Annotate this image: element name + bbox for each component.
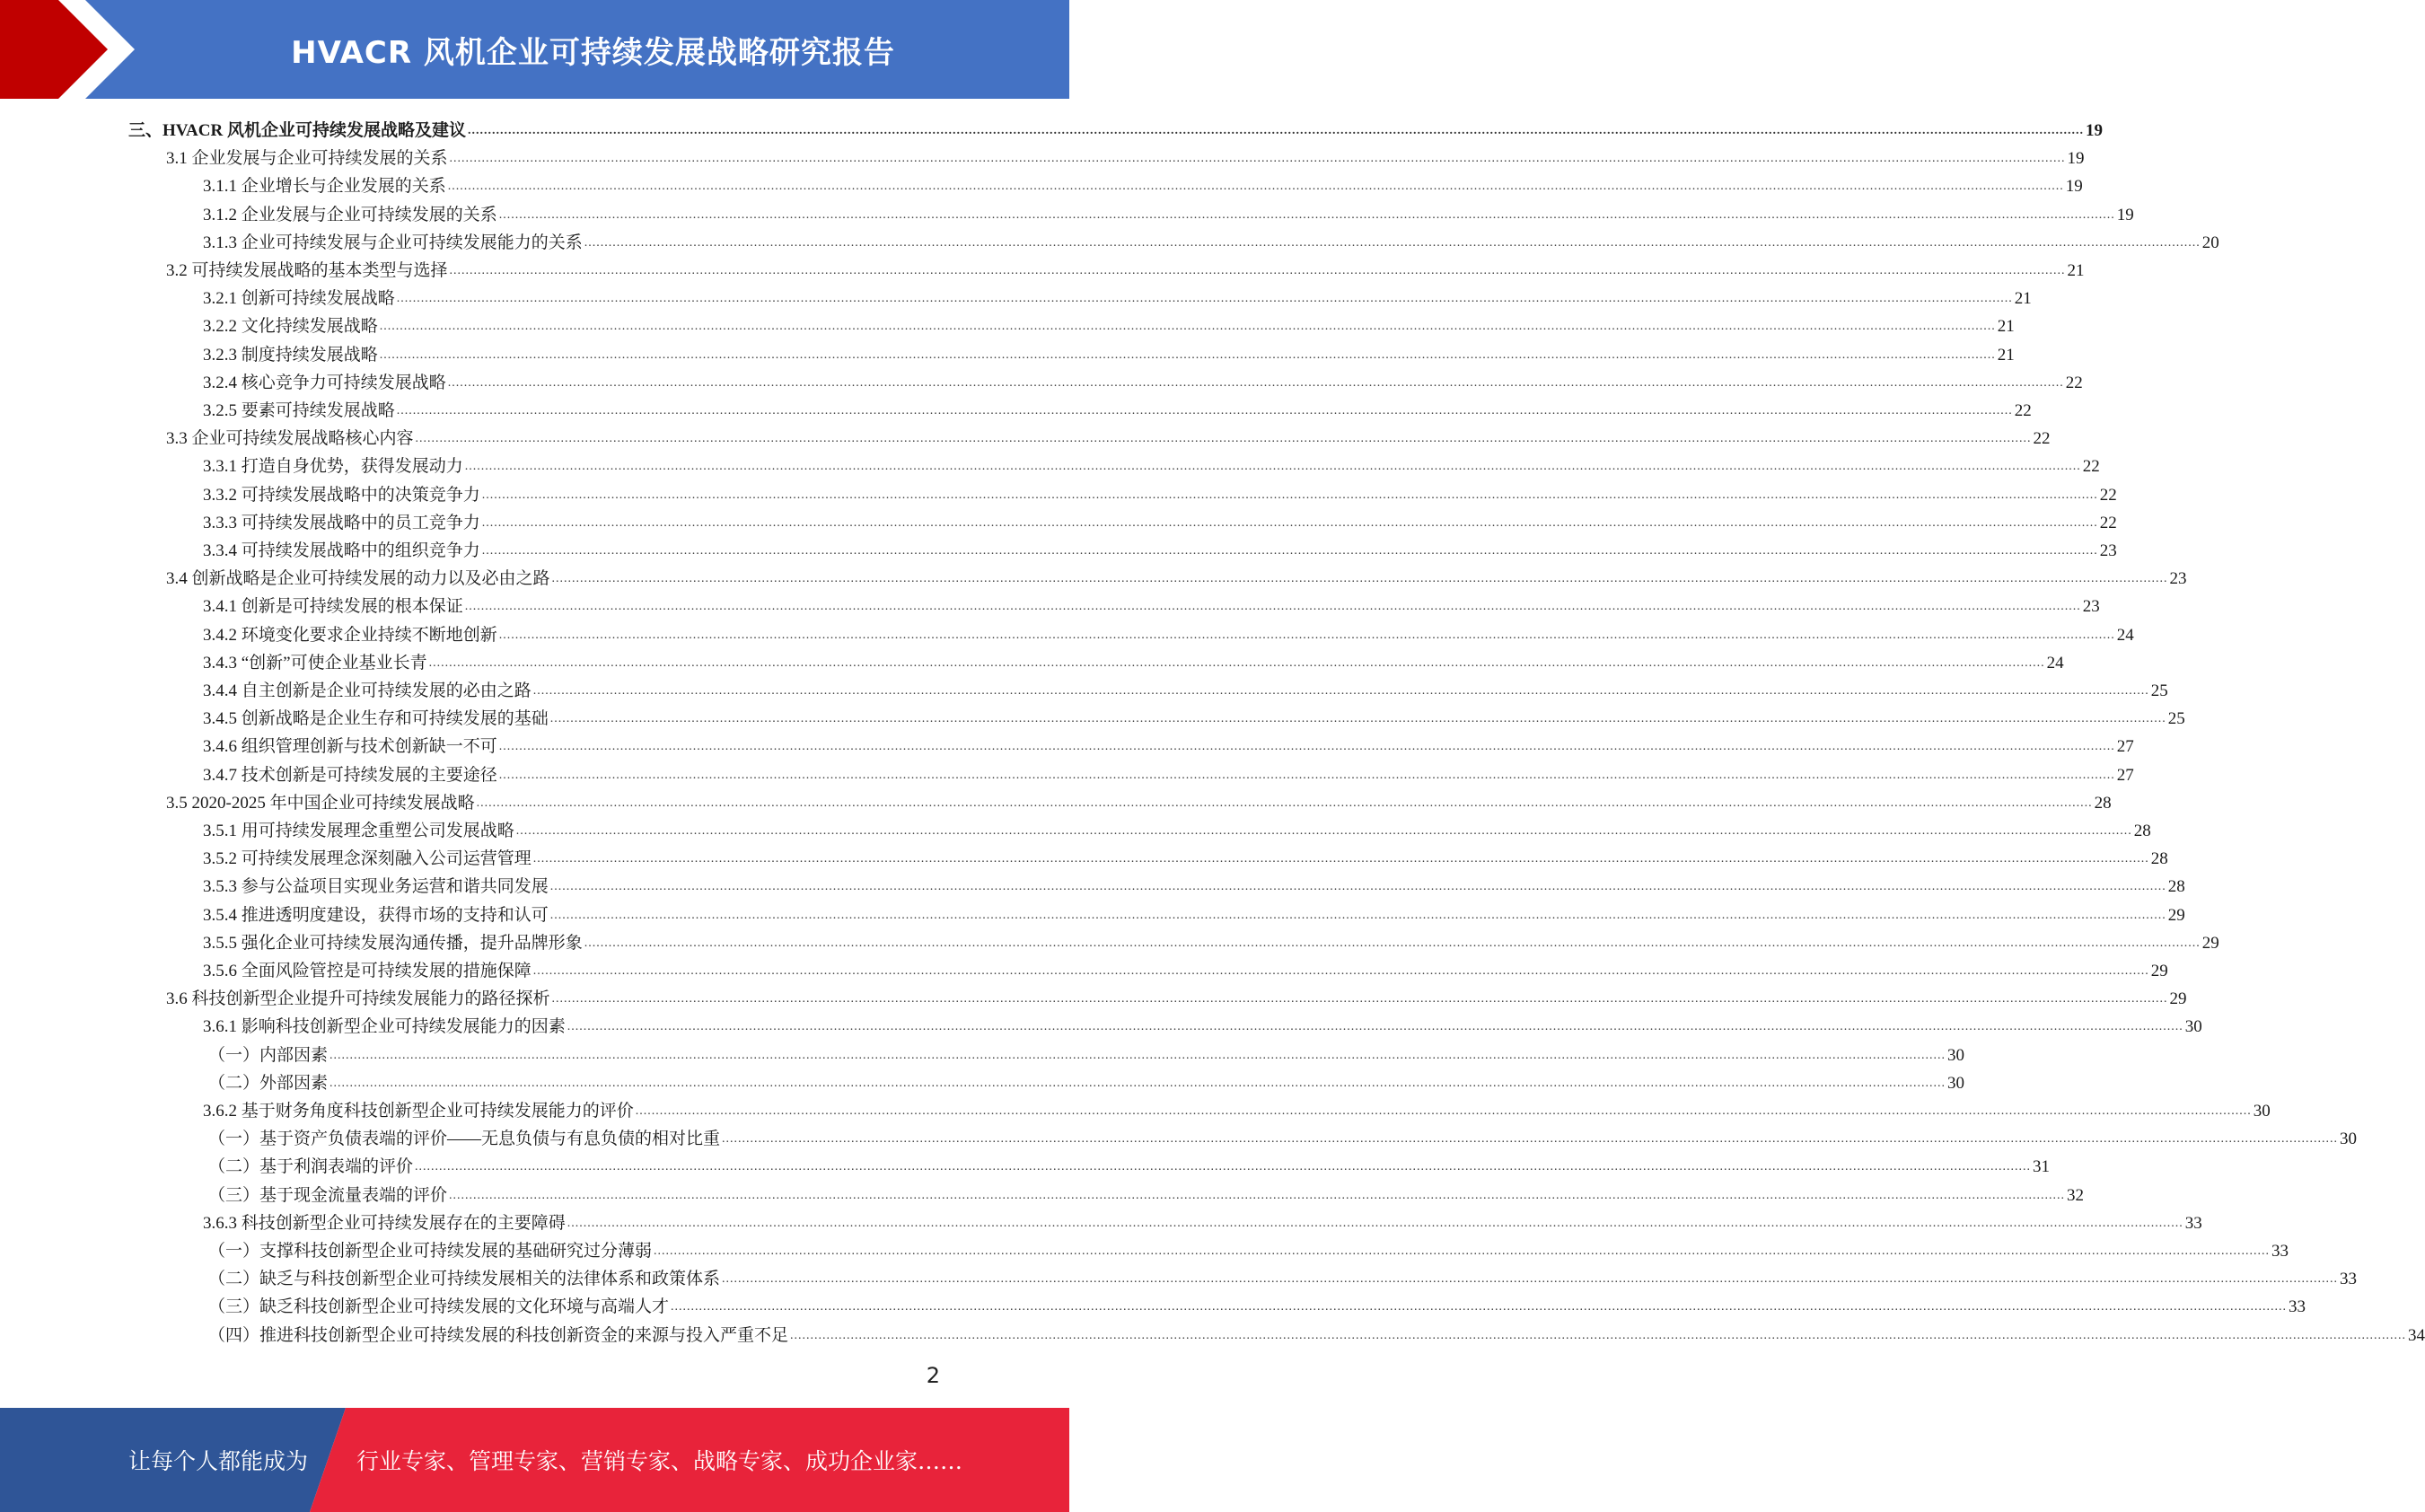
toc-entry[interactable] — [203, 842, 2168, 870]
toc-dot-leader: ................................................................................................................................................................................................................................................................................................................................................................................................................ — [722, 1272, 2339, 1287]
toc-entry-title: 3.3.2 可持续发展战略中的决策竞争力 — [203, 485, 480, 505]
toc-entry[interactable] — [208, 1290, 2306, 1318]
toc-entry[interactable] — [203, 479, 2117, 506]
toc-entry-title: 3.2.2 文化持续发展战略 — [203, 317, 378, 337]
page-header — [0, 0, 1069, 99]
toc-entry-title: 3.5.1 用可持续发展理念重塑公司发展战略 — [203, 822, 514, 840]
toc-entry-page: 22 — [2099, 485, 2117, 505]
toc-dot-leader: ................................................................................................................................................................................................................................................................................................................................................................................................................ — [498, 207, 2115, 222]
toc-dot-leader: ................................................................................................................................................................................................................................................................................................................................................................................................................ — [379, 320, 1996, 334]
toc-dot-leader: ................................................................................................................................................................................................................................................................................................................................................................................................................ — [396, 404, 2013, 418]
toc-entry-page: 23 — [2082, 597, 2100, 617]
toc-entry[interactable] — [166, 562, 2187, 590]
toc-entry-title: 3.6.3 科技创新型企业可持续发展存在的主要障碍 — [203, 1213, 566, 1233]
toc-entry-page: 33 — [2289, 1297, 2306, 1317]
toc-entry-title: （一）内部因素 — [208, 1045, 329, 1065]
toc-entry-page: 33 — [2271, 1242, 2289, 1261]
toc-dot-leader: ................................................................................................................................................................................................................................................................................................................................................................................................................ — [481, 488, 2098, 502]
toc-entry-title: 3.3.3 可持续发展战略中的员工竞争力 — [203, 513, 480, 532]
toc-entry-page: 30 — [1947, 1073, 1965, 1093]
toc-entry-title: 3.6 科技创新型企业提升可持续发展能力的路径探析 — [166, 989, 550, 1009]
toc-entry-page: 29 — [2169, 989, 2187, 1009]
toc-entry-title: （四）推进科技创新型企业可持续发展的科技创新资金的来源与投入严重不足 — [208, 1325, 789, 1345]
toc-dot-leader: ................................................................................................................................................................................................................................................................................................................................................................................................................ — [549, 880, 2166, 894]
toc-dot-leader: ................................................................................................................................................................................................................................................................................................................................................................................................................ — [447, 375, 2064, 390]
report-title: HVACR 风机企业可持续发展战略研究报告 — [291, 34, 895, 71]
toc-entry[interactable] — [203, 198, 2134, 226]
toc-dot-leader: ................................................................................................................................................................................................................................................................................................................................................................................................................ — [329, 1048, 1946, 1062]
toc-entry[interactable] — [203, 1207, 2202, 1235]
toc-entry-title: 3.1.2 企业发展与企业可持续发展的关系 — [203, 205, 497, 224]
toc-entry-page: 30 — [2253, 1102, 2271, 1121]
toc-entry[interactable] — [203, 730, 2134, 758]
toc-dot-leader: ................................................................................................................................................................................................................................................................................................................................................................................................................ — [481, 515, 2098, 530]
toc-entry-title: 3.6.1 影响科技创新型企业可持续发展能力的因素 — [203, 1017, 566, 1037]
toc-dot-leader: ................................................................................................................................................................................................................................................................................................................................................................................................................ — [498, 628, 2115, 642]
toc-dot-leader: ................................................................................................................................................................................................................................................................................................................................................................................................................ — [449, 264, 2066, 277]
toc-entry[interactable] — [208, 1150, 2051, 1178]
toc-entry[interactable] — [208, 1122, 2358, 1150]
toc-entry-page: 19 — [2116, 205, 2134, 224]
toc-entry-page: 29 — [2150, 962, 2168, 980]
toc-entry-page: 31 — [2033, 1157, 2051, 1177]
toc-entry-title: 3.5.5 强化企业可持续发展沟通传播，提升品牌形象 — [203, 933, 583, 953]
toc-dot-leader: ................................................................................................................................................................................................................................................................................................................................................................................................................ — [415, 1160, 2032, 1174]
toc-dot-leader: ................................................................................................................................................................................................................................................................................................................................................................................................................ — [567, 1020, 2183, 1034]
toc-entry-page: 33 — [2340, 1270, 2358, 1289]
toc-dot-leader: ................................................................................................................................................................................................................................................................................................................................................................................................................ — [476, 796, 2093, 810]
toc-entry-title: 3.2.1 创新可持续发展战略 — [203, 289, 395, 309]
toc-entry-title: （三）缺乏科技创新型企业可持续发展的文化环境与高端人才 — [208, 1297, 670, 1317]
toc-entry[interactable] — [208, 1039, 1965, 1067]
toc-entry-title: 3.4.2 环境变化要求企业持续不断地创新 — [203, 625, 497, 645]
toc-entry-title: 3.5.6 全面风险管控是可持续发展的措施保障 — [203, 962, 532, 980]
toc-entry-title: 3.2.5 要素可持续发展战略 — [203, 401, 395, 420]
toc-entry[interactable] — [208, 1067, 1965, 1094]
toc-entry-title: （二）缺乏与科技创新型企业可持续发展相关的法律体系和政策体系 — [208, 1270, 721, 1289]
toc-entry-page: 28 — [2150, 849, 2168, 869]
toc-entry[interactable] — [203, 1010, 2202, 1038]
toc-entry-title: 3.4 创新战略是企业可持续发展的动力以及必由之路 — [166, 569, 550, 589]
toc-entry-page: 29 — [2201, 933, 2219, 953]
toc-entry-title: 3.3 企业可持续发展战略核心内容 — [166, 429, 414, 449]
toc-dot-leader: ................................................................................................................................................................................................................................................................................................................................................................................................................ — [790, 1328, 2407, 1342]
toc-entry[interactable] — [203, 927, 2219, 954]
toc-entry-title: （一）基于资产负债表端的评价——无息负债与有息负债的相对比重 — [208, 1130, 721, 1149]
toc-entry[interactable] — [203, 759, 2134, 787]
toc-entry[interactable] — [208, 1179, 2085, 1207]
toc-entry-page: 22 — [2065, 373, 2083, 392]
toc-dot-leader: ................................................................................................................................................................................................................................................................................................................................................................................................................ — [551, 992, 2168, 1007]
toc-entry-page: 30 — [2340, 1130, 2358, 1149]
toc-entry[interactable] — [203, 814, 2151, 842]
toc-dot-leader: ................................................................................................................................................................................................................................................................................................................................................................................................................ — [584, 936, 2201, 950]
toc-entry[interactable] — [166, 982, 2187, 1010]
toc-entry[interactable] — [203, 338, 2015, 366]
toc-dot-leader: ................................................................................................................................................................................................................................................................................................................................................................................................................ — [515, 824, 2132, 838]
toc-entry[interactable] — [203, 506, 2117, 534]
toc-dot-leader: ................................................................................................................................................................................................................................................................................................................................................................................................................ — [635, 1104, 2252, 1118]
toc-entry-title: 3.4.6 组织管理创新与技术创新缺一不可 — [203, 737, 497, 757]
toc-entry-page: 24 — [2046, 653, 2064, 672]
toc-dot-leader: ................................................................................................................................................................................................................................................................................................................................................................................................................ — [722, 1132, 2339, 1147]
toc-dot-leader: ................................................................................................................................................................................................................................................................................................................................................................................................................ — [671, 1300, 2288, 1314]
toc-entry[interactable] — [203, 702, 2185, 730]
toc-dot-leader: ................................................................................................................................................................................................................................................................................................................................................................................................................ — [449, 152, 2066, 166]
toc-entry-page: 21 — [1997, 345, 2015, 365]
toc-entry[interactable] — [203, 1094, 2271, 1122]
toc-dot-leader: ................................................................................................................................................................................................................................................................................................................................................................................................................ — [498, 768, 2115, 782]
page-footer — [0, 1408, 1069, 1512]
toc-dot-leader: ................................................................................................................................................................................................................................................................................................................................................................................................................ — [654, 1244, 2271, 1258]
toc-dot-leader: ................................................................................................................................................................................................................................................................................................................................................................................................................ — [549, 712, 2166, 726]
toc-entry[interactable] — [203, 619, 2134, 646]
toc-entry[interactable] — [208, 1262, 2358, 1290]
toc-entry-page: 27 — [2116, 765, 2134, 785]
toc-entry-title: 3.5.2 可持续发展理念深刻融入公司运营管理 — [203, 849, 532, 869]
toc-entry[interactable] — [203, 170, 2083, 198]
toc-entry-page: 32 — [2067, 1185, 2085, 1205]
toc-entry[interactable] — [203, 899, 2185, 927]
toc-entry[interactable] — [203, 450, 2100, 478]
toc-entry-page: 28 — [2094, 793, 2112, 813]
toc-entry[interactable] — [166, 787, 2112, 814]
toc-entry-title: 3.4.1 创新是可持续发展的根本保证 — [203, 597, 463, 617]
toc-entry[interactable] — [208, 1235, 2289, 1262]
toc-entry[interactable] — [208, 1319, 2425, 1347]
toc-entry-title: 3.2 可持续发展战略的基本类型与选择 — [166, 261, 448, 280]
toc-entry-page: 22 — [2014, 401, 2032, 420]
toc-entry-title: （二）基于利润表端的评价 — [208, 1157, 414, 1177]
toc-entry-page: 22 — [2082, 457, 2100, 477]
toc-dot-leader: ................................................................................................................................................................................................................................................................................................................................................................................................................ — [481, 544, 2098, 558]
toc-entry-title: （三）基于现金流量表端的评价 — [208, 1185, 448, 1205]
toc-entry-page: 24 — [2116, 625, 2134, 645]
toc-entry[interactable] — [203, 590, 2100, 618]
toc-dot-leader: ................................................................................................................................................................................................................................................................................................................................................................................................................ — [329, 1076, 1946, 1090]
toc-entry-title: 3.1.1 企业增长与企业发展的关系 — [203, 177, 446, 197]
page-number: 2 — [926, 1363, 940, 1388]
toc-dot-leader: ................................................................................................................................................................................................................................................................................................................................................................................................................ — [532, 684, 2149, 698]
toc-entry[interactable] — [203, 646, 2064, 674]
toc-entry-page: 21 — [2067, 261, 2085, 280]
toc-entry-title: 3.1 企业发展与企业可持续发展的关系 — [166, 149, 448, 169]
toc-dot-leader: ................................................................................................................................................................................................................................................................................................................................................................................................................ — [584, 235, 2201, 250]
toc-entry-page: 28 — [2167, 877, 2185, 897]
toc-entry-page: 19 — [2085, 121, 2103, 140]
toc-entry[interactable] — [203, 674, 2168, 702]
toc-entry[interactable] — [128, 114, 2103, 142]
toc-entry-title: 3.4.4 自主创新是企业可持续发展的必由之路 — [203, 681, 532, 700]
toc-entry[interactable] — [203, 954, 2168, 982]
toc-entry-title: 3.4.7 技术创新是可持续发展的主要途径 — [203, 765, 497, 785]
toc-entry[interactable] — [166, 142, 2085, 170]
toc-dot-leader: ................................................................................................................................................................................................................................................................................................................................................................................................................ — [498, 740, 2115, 754]
footer-slogan-left: 让每个人都能成为 — [128, 1448, 309, 1474]
toc-entry-title: 3.6.2 基于财务角度科技创新型企业可持续发展能力的评价 — [203, 1102, 634, 1121]
toc-entry-page: 23 — [2099, 541, 2117, 560]
toc-entry[interactable] — [203, 394, 2032, 422]
toc-entry-title: 3.3.4 可持续发展战略中的组织竞争力 — [203, 541, 480, 560]
toc-dot-leader: ................................................................................................................................................................................................................................................................................................................................................................................................................ — [551, 572, 2168, 586]
toc-entry-title: 3.3.1 打造自身优势，获得发展动力 — [203, 457, 463, 477]
toc-dot-leader: ................................................................................................................................................................................................................................................................................................................................................................................................................ — [428, 655, 2045, 670]
toc-entry-title: 三、HVACR 风机企业可持续发展战略及建议 — [128, 121, 466, 140]
toc-entry-page: 29 — [2167, 905, 2185, 925]
toc-entry-page: 21 — [1997, 317, 2015, 337]
toc-dot-leader: ................................................................................................................................................................................................................................................................................................................................................................................................................ — [532, 964, 2149, 978]
toc-entry-page: 25 — [2150, 681, 2168, 700]
toc-entry-page: 30 — [1947, 1045, 1965, 1065]
toc-entry[interactable] — [203, 534, 2117, 562]
toc-entry-page: 33 — [2184, 1213, 2202, 1233]
toc-entry-page: 22 — [2033, 429, 2051, 449]
toc-entry-title: 3.1.3 企业可持续发展与企业可持续发展能力的关系 — [203, 233, 583, 252]
toc-dot-leader: ................................................................................................................................................................................................................................................................................................................................................................................................................ — [415, 432, 2032, 446]
toc-entry-title: 3.5 2020-2025 年中国企业可持续发展战略 — [166, 793, 475, 813]
toc-dot-leader: ................................................................................................................................................................................................................................................................................................................................................................................................................ — [464, 600, 2081, 614]
toc-dot-leader: ................................................................................................................................................................................................................................................................................................................................................................................................................ — [532, 852, 2149, 866]
toc-entry-title: 3.4.5 创新战略是企业生存和可持续发展的基础 — [203, 709, 549, 729]
toc-entry-page: 19 — [2065, 177, 2083, 197]
footer-slogan-right: 行业专家、管理专家、营销专家、战略专家、成功企业家…… — [356, 1448, 963, 1474]
toc-entry-page: 22 — [2099, 513, 2117, 532]
toc-entry[interactable] — [203, 870, 2185, 898]
toc-entry-title: 3.4.3 “创新”可使企业基业长青 — [203, 653, 427, 672]
toc-dot-leader: ................................................................................................................................................................................................................................................................................................................................................................................................................ — [467, 124, 2084, 137]
toc-entry-page: 27 — [2116, 737, 2134, 757]
toc-entry[interactable] — [166, 254, 2085, 282]
toc-entry[interactable] — [203, 310, 2015, 338]
toc-entry-title: 3.2.3 制度持续发展战略 — [203, 345, 378, 365]
toc-entry-page: 28 — [2133, 822, 2151, 840]
toc-entry-page: 20 — [2201, 233, 2219, 252]
toc-entry[interactable] — [203, 282, 2032, 310]
toc-dot-leader: ................................................................................................................................................................................................................................................................................................................................................................................................................ — [464, 460, 2081, 474]
toc-entry-page: 25 — [2167, 709, 2185, 729]
toc-entry-title: 3.5.3 参与公益项目实现业务运营和谐共同发展 — [203, 877, 549, 897]
toc-dot-leader: ................................................................................................................................................................................................................................................................................................................................................................................................................ — [567, 1216, 2183, 1230]
toc-dot-leader: ................................................................................................................................................................................................................................................................................................................................................................................................................ — [449, 1188, 2066, 1202]
toc-entry-title: 3.5.4 推进透明度建设，获得市场的支持和认可 — [203, 905, 549, 925]
toc-entry-page: 30 — [2184, 1017, 2202, 1037]
toc-entry-title: 3.2.4 核心竞争力可持续发展战略 — [203, 373, 446, 392]
toc-dot-leader: ................................................................................................................................................................................................................................................................................................................................................................................................................ — [396, 292, 2013, 306]
toc-entry[interactable] — [166, 422, 2051, 450]
toc-dot-leader: ................................................................................................................................................................................................................................................................................................................................................................................................................ — [549, 908, 2166, 922]
toc-entry[interactable] — [203, 226, 2219, 254]
toc-entry-page: 19 — [2067, 149, 2085, 169]
toc-entry-title: （二）外部因素 — [208, 1073, 329, 1093]
toc-dot-leader: ................................................................................................................................................................................................................................................................................................................................................................................................................ — [447, 180, 2064, 194]
toc-entry-page: 21 — [2014, 289, 2032, 309]
toc-entry-page: 23 — [2169, 569, 2187, 589]
toc-entry-page: 34 — [2408, 1325, 2425, 1345]
toc-entry[interactable] — [203, 366, 2083, 394]
toc-entry-title: （一）支撑科技创新型企业可持续发展的基础研究过分薄弱 — [208, 1242, 653, 1261]
toc-dot-leader: ................................................................................................................................................................................................................................................................................................................................................................................................................ — [379, 347, 1996, 362]
